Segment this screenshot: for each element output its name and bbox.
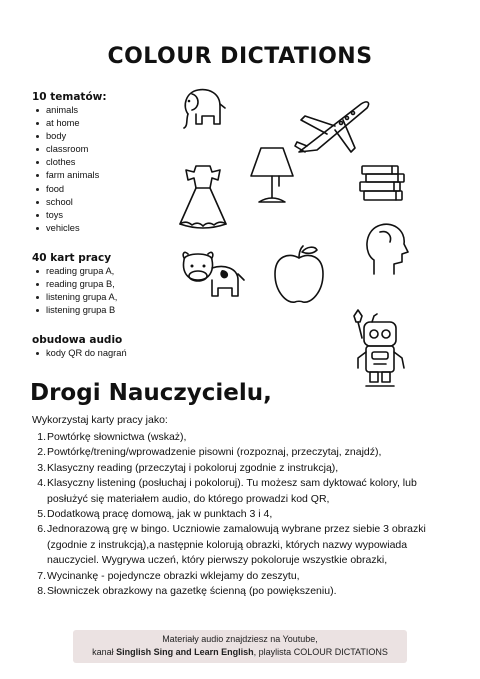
topics-list [36, 104, 99, 235]
list-item: kody QR do nagrań [36, 347, 127, 360]
list-item [32, 445, 452, 460]
head-icon [358, 218, 410, 278]
greeting-heading: Drogi Nauczycielu, [30, 380, 272, 406]
audio-list [36, 347, 127, 360]
elephant-icon [178, 84, 228, 130]
step-number: 3. [37, 461, 46, 474]
step-text: Powtórkę słownictwa (wskaż), [47, 431, 187, 443]
robot-icon [348, 308, 410, 392]
page-title: COLOUR DICTATIONS [107, 44, 373, 69]
list-item: reading grupa B, [36, 278, 117, 291]
step-text: Wycinankę - pojedyncze obrazki wklejamy do zeszytu, [47, 569, 300, 582]
list-item: body [36, 130, 99, 143]
step-number: 5. [37, 508, 46, 521]
worksheets-list [36, 265, 117, 317]
step-text: Słowniczek obrazkowy na gazetkę ścienną (po powiększeniu). [47, 585, 337, 598]
list-item [32, 569, 452, 584]
step-number: 4. [37, 477, 46, 490]
step-number: 1. [37, 431, 46, 443]
footer-line-2 [73, 646, 407, 659]
list-item [32, 461, 452, 476]
footer-line-1: Materiały audio znajdziesz na Youtube, [162, 634, 318, 644]
list-item [32, 507, 452, 522]
step-text: Klasyczny reading (przeczytaj i pokoloruj zgodnie z instrukcją), [47, 461, 339, 474]
list-item [32, 430, 452, 445]
list-item: vehicles [36, 222, 99, 235]
list-item: food [36, 183, 99, 196]
list-item: school [36, 196, 99, 209]
intro-text: Wykorzystaj karty pracy jako: [32, 414, 168, 426]
topics-heading: 10 tematów: [32, 91, 107, 103]
list-item: listening grupa B [36, 304, 117, 317]
list-item: farm animals [36, 169, 99, 182]
step-text: Dodatkową pracę domową, jak w punktach 3 i 4, [47, 508, 273, 521]
step-number: 2. [37, 446, 46, 459]
step-number: 6. [37, 523, 46, 536]
lamp-icon [247, 144, 297, 206]
step-text: Jednorazową grę w bingo. Uczniowie zamalowują wybrane przez siebie 3 obrazki (zgodnie z instrukcją),a następnie kolorują obrazki, których nazwy wypowiada nauczyciel. Wygrywa uczeń, który pierwszy pokoloruje wszystkie obrazki, [47, 523, 426, 567]
list-item: animals [36, 104, 99, 117]
step-number: 8. [37, 585, 46, 598]
list-item: listening grupa A, [36, 291, 117, 304]
usage-steps-list [32, 430, 452, 599]
airplane-icon [293, 94, 375, 158]
audio-info-box [73, 630, 407, 663]
list-item [32, 522, 452, 568]
dress-icon [172, 162, 234, 232]
books-icon [358, 162, 406, 204]
list-item: reading grupa A, [36, 265, 117, 278]
list-item: toys [36, 209, 99, 222]
list-item: clothes [36, 156, 99, 169]
list-item [32, 476, 452, 507]
footer-prefix: kanał [92, 647, 117, 657]
worksheets-heading: 40 kart pracy [32, 252, 112, 264]
list-item [32, 584, 452, 599]
list-item: at home [36, 117, 99, 130]
step-text: Klasyczny listening (posłuchaj i pokoloruj). Tu możesz sam dyktować kolory, lub posłużyć się materiałem audio, do którego prowadzi kod QR, [47, 477, 417, 505]
apple-icon [271, 242, 327, 306]
list-item: classroom [36, 143, 99, 156]
cow-icon [176, 246, 246, 302]
step-number: 7. [37, 569, 46, 582]
audio-heading: obudowa audio [32, 334, 123, 346]
step-text: Powtórkę/trening/wprowadzenie pisowni (rozpoznaj, przeczytaj, znajdź), [47, 446, 382, 459]
footer-suffix: , playlista COLOUR DICTATIONS [253, 647, 388, 657]
channel-name: Singlish Sing and Learn English [116, 647, 254, 657]
